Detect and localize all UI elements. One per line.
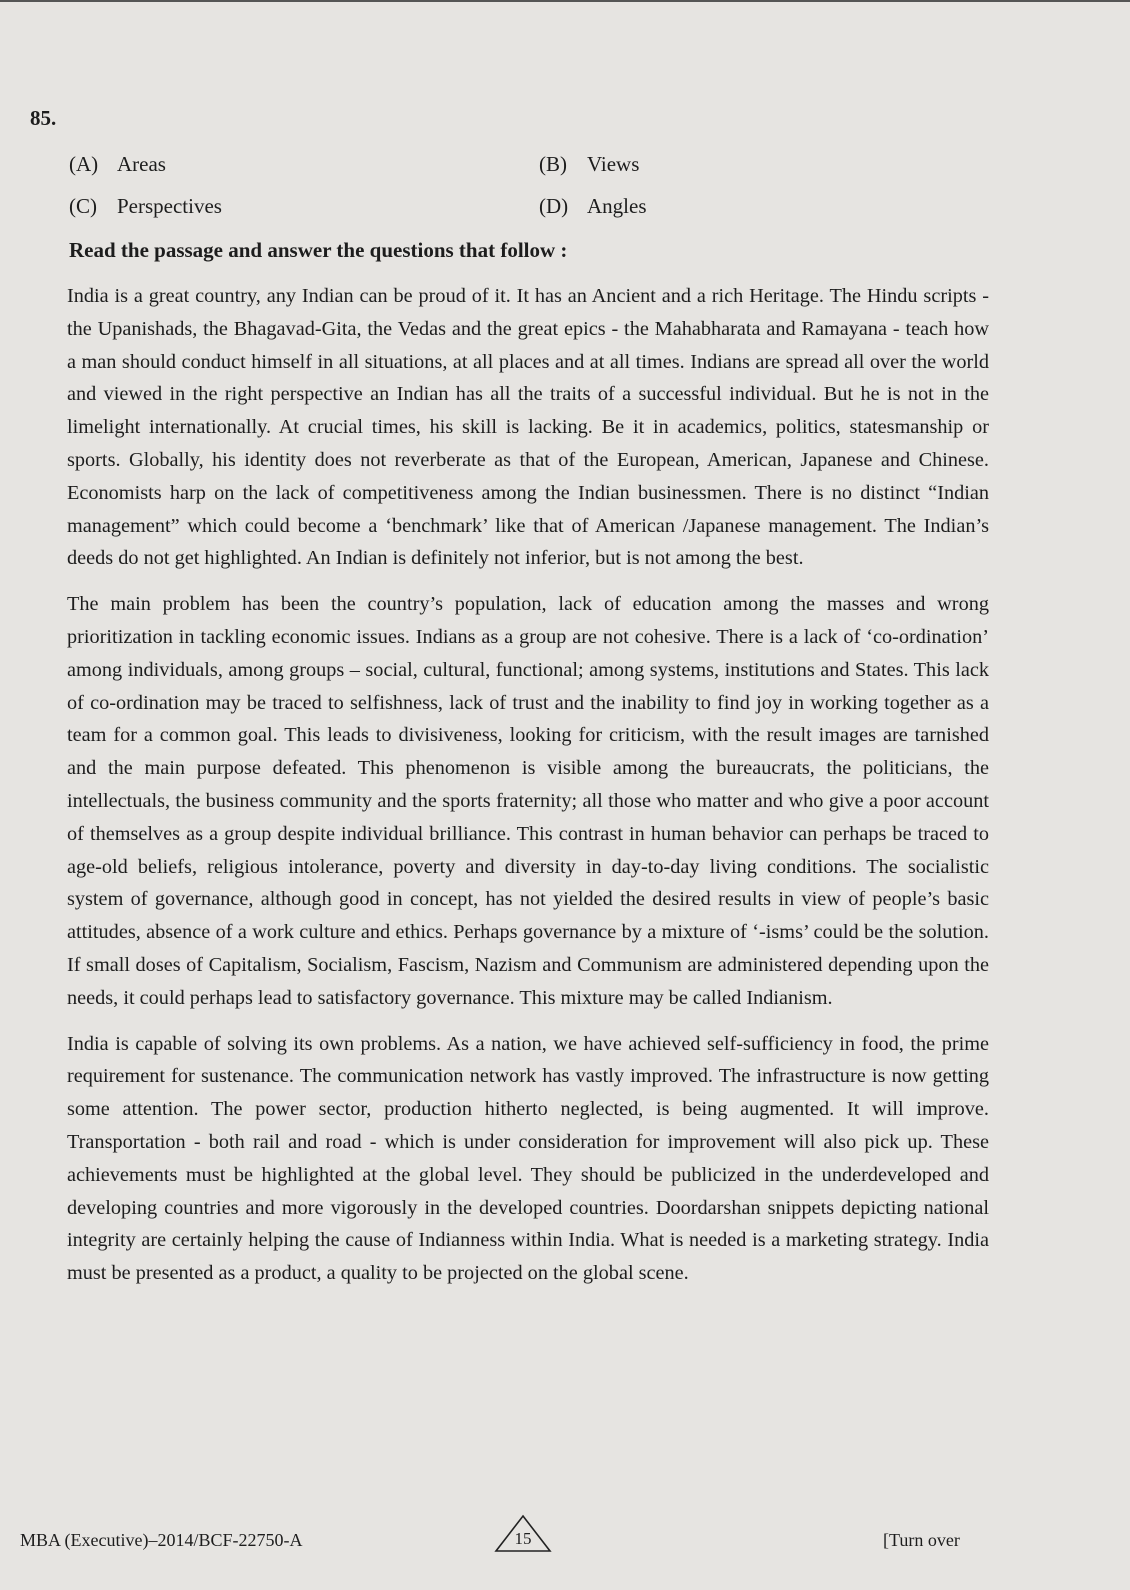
- page-number-triangle: [493, 1513, 553, 1553]
- option-c[interactable]: [69, 194, 222, 219]
- top-edge-line: [0, 0, 1130, 2]
- passage-paragraph-1: India is a great country, any Indian can be proud of it. It has an Ancient and a rich Heritage. The Hindu scripts - the Upanishads, the Bhagavad-Gita, the Vedas and the great epics - the Mahabharata and Ramayana - teach how a man should conduct himself in all situations, at all places and at all times. Indians are spread all over the world and viewed in the right perspective an Indian has all the traits of a successful individual. But he is not in the limelight internationally. At crucial times, his skill is lacking. Be it in academics, politics, statesmanship or sports. Globally, his identity does not reverberate as that of the European, American, Japanese and Chinese. Economists harp on the lack of competitiveness among the Indian businessmen. There is no distinct “Indian management” which could become a ‘benchmark’ like that of American /Japanese management. The Indian’s deeds do not get highlighted. An Indian is definitely not inferior, but is not among the best.: [67, 285, 989, 570]
- option-c-text: Perspectives: [117, 194, 222, 218]
- option-d-key: (D): [539, 194, 569, 218]
- section-heading: Read the passage and answer the questions that follow :: [69, 238, 568, 262]
- passage: [67, 280, 989, 1303]
- option-a[interactable]: [69, 152, 166, 177]
- option-b-text: Views: [587, 152, 640, 176]
- passage-paragraph-3: India is capable of solving its own problems. As a nation, we have achieved self-sufficiency in food, the prime requirement for sustenance. The communication network has vastly improved. The infrastructure is now getting some attention. The power sector, production hitherto neglected, is being augmented. It will improve. Transportation - both rail and road - which is under consideration for improvement will also pick up. These achievements must be highlighted at the global level. They should be publicized in the underdeveloped and developing countries and more vigorously in the developed countries. Doordarshan snippets depicting national integrity are certainly helping the cause of Indianness within India. What is needed is a marketing strategy. India must be presented as a product, a quality to be projected on the global scene.: [67, 1032, 989, 1285]
- question-number: 85.: [30, 106, 57, 130]
- turn-over-label: [Turn over: [883, 1530, 960, 1550]
- option-d-text: Angles: [587, 194, 647, 218]
- option-b-key: (B): [539, 152, 567, 176]
- page-number: 15: [514, 1529, 532, 1548]
- passage-paragraph-2: The main problem has been the country’s population, lack of education among the masses and wrong prioritization in tackling economic issues. Indians as a group are not cohesive. There is a lack of ‘co-ordination’ among individuals, among groups – social, cultural, functional; among systems, institutions and States. This lack of co-ordination may be traced to selfishness, lack of trust and the inability to find joy in working together as a team for a common goal. This leads to divisiveness, looking for criticism, with the result images are tarnished and the main purpose defeated. This phenomenon is visible among the bureaucrats, the politicians, the intellectuals, the business community and the sports fraternity; all those who matter and who give a poor account of themselves as a group despite individual brilliance. This contrast in human behavior can perhaps be traced to age-old beliefs, religious intolerance, poverty and diversity in day-to-day living conditions. The socialistic system of governance, although good in concept, has not yielded the desired results in view of people’s basic attitudes, absence of a work culture and ethics. Perhaps governance by a mixture of ‘-isms’ could be the solution. If small doses of Capitalism, Socialism, Fascism, Nazism and Communism are administered depending upon the needs, it could perhaps lead to satisfactory governance. This mixture may be called Indianism.: [67, 593, 989, 1009]
- option-a-key: (A): [69, 152, 99, 176]
- option-d[interactable]: [539, 194, 647, 219]
- option-c-key: (C): [69, 194, 97, 218]
- exam-code: MBA (Executive)–2014/BCF-22750-A: [20, 1530, 303, 1550]
- option-b[interactable]: [539, 152, 639, 177]
- option-a-text: Areas: [117, 152, 166, 176]
